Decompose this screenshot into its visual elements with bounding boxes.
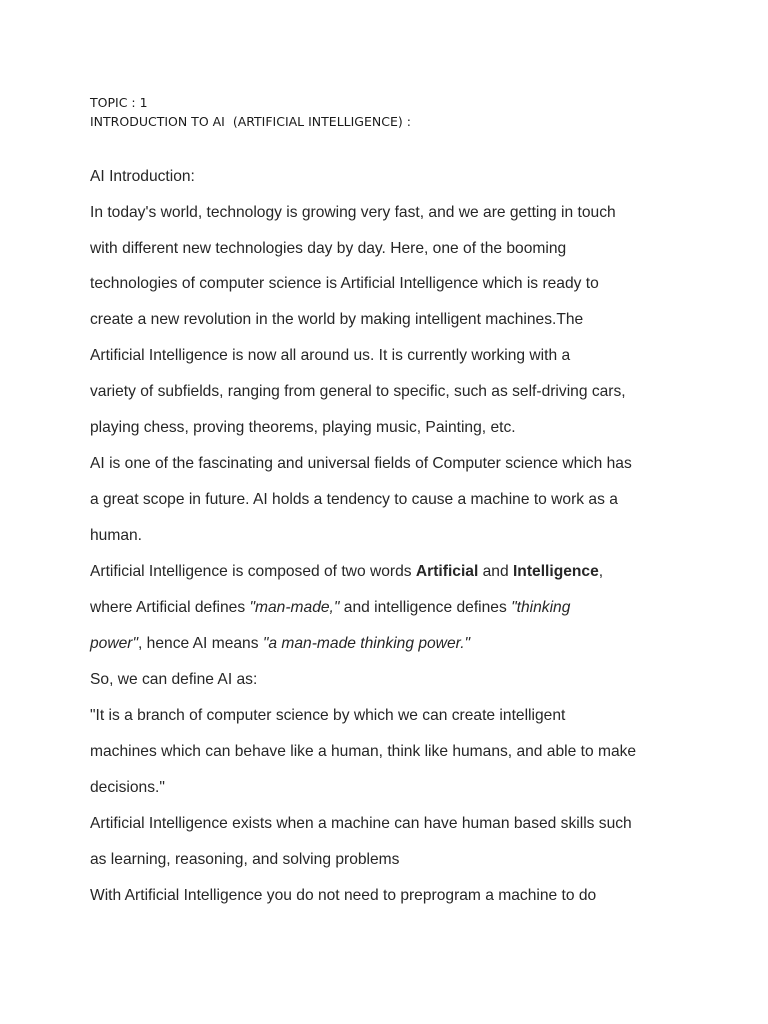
bold-term-intelligence: Intelligence (512, 563, 599, 580)
paragraph-line: AI is one of the fascinating and universal fields of Computer science which has (90, 455, 632, 472)
paragraph-line (90, 598, 570, 618)
italic-quote: "man-made," (249, 599, 340, 616)
paragraph-line: human. (90, 527, 143, 544)
paragraph-line: with different new technologies day by day. Here, one of the booming (90, 240, 567, 257)
text-run: , hence AI means (138, 635, 263, 652)
italic-quote: "thinking (511, 599, 571, 616)
paragraph-line: Artificial Intelligence is now all around us. It is currently working with a (90, 347, 571, 364)
text-run: and (478, 563, 513, 580)
bold-term-artificial: Artificial (415, 563, 479, 580)
paragraph-line: technologies of computer science is Artificial Intelligence which is ready to (90, 275, 599, 292)
paragraph-line: as learning, reasoning, and solving problems (90, 851, 400, 868)
paragraph-line: a great scope in future. AI holds a tendency to cause a machine to work as a (90, 491, 618, 508)
paragraph-line: So, we can define AI as: (90, 671, 258, 688)
definition-quote-line: decisions." (90, 779, 165, 796)
text-run: and intelligence defines (339, 599, 512, 616)
paragraph-line: playing chess, proving theorems, playing music, Painting, etc. (90, 419, 516, 436)
paragraph-line: create a new revolution in the world by making intelligent machines.The (90, 311, 584, 328)
italic-quote: power" (90, 635, 139, 652)
text-run: Artificial Intelligence is composed of two words (90, 563, 416, 580)
paragraph-line: In today's world, technology is growing very fast, and we are getting in touch (90, 204, 616, 221)
paragraph-line: variety of subfields, ranging from general to specific, such as self-driving cars, (90, 383, 626, 400)
text-run: where Artificial defines (90, 599, 250, 616)
paragraph-line (90, 562, 603, 582)
paragraph-line (90, 634, 470, 654)
definition-quote-line: "It is a branch of computer science by which we can create intelligent (90, 707, 566, 724)
paragraph-line: With Artificial Intelligence you do not need to preprogram a machine to do (90, 887, 597, 904)
intro-heading: INTRODUCTION TO AI (ARTIFICIAL INTELLIGENCE) : (90, 114, 411, 129)
topic-heading: TOPIC : 1 (90, 95, 148, 110)
text-run: , (598, 563, 604, 580)
section-label: AI Introduction: (90, 168, 195, 185)
italic-quote: "a man-made thinking power." (262, 635, 471, 652)
definition-quote-line: machines which can behave like a human, think like humans, and able to make (90, 743, 637, 760)
paragraph-line: Artificial Intelligence exists when a machine can have human based skills such (90, 815, 632, 832)
